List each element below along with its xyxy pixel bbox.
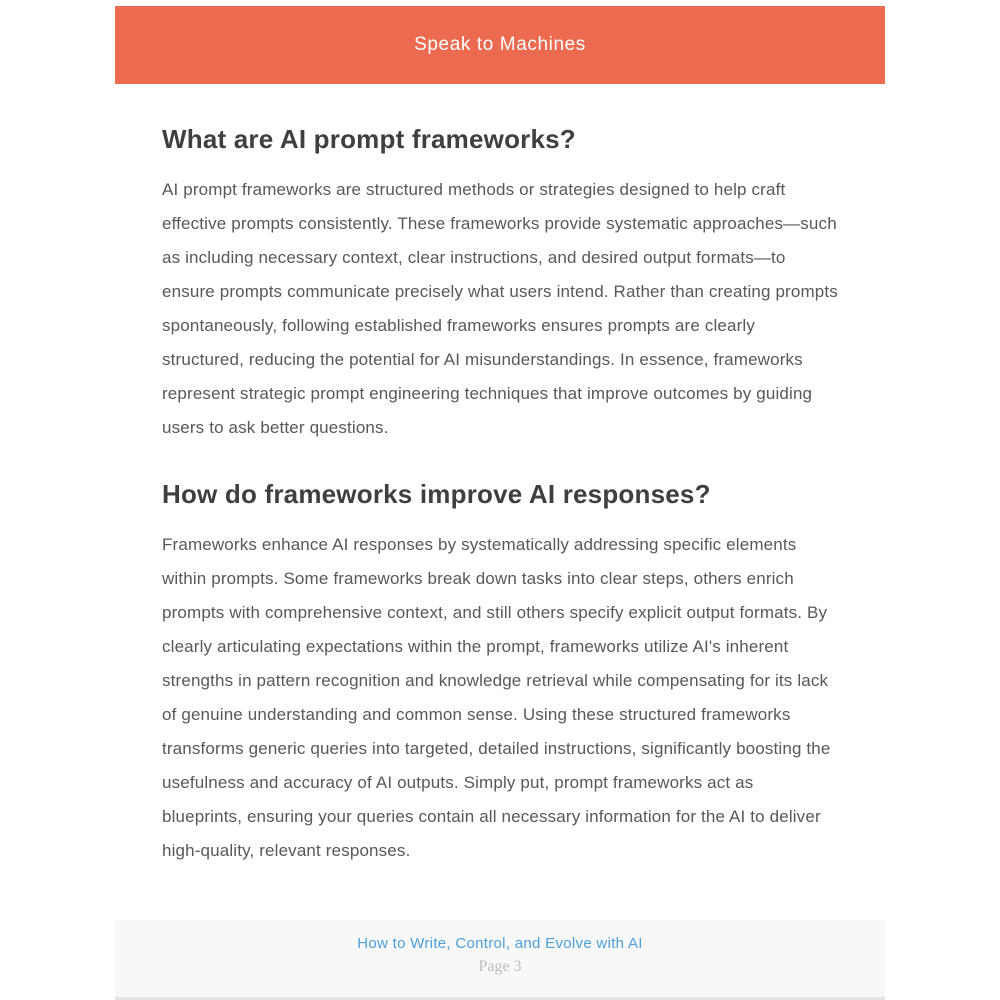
page-content <box>115 84 885 920</box>
section-heading: How do frameworks improve AI responses? <box>162 479 711 509</box>
document-page <box>115 0 885 1000</box>
footer-book-title-link[interactable]: How to Write, Control, and Evolve with AI <box>357 935 643 952</box>
section-heading: What are AI prompt frameworks? <box>162 124 576 154</box>
section-paragraph: Frameworks enhance AI responses by systematically addressing specific elements within prompts. Some frameworks break down tasks into clear steps, others enrich prompts with comprehensive context, and still others specify explicit output formats. By clearly articulating expectations within the prompt, frameworks utilize AI's inherent strengths in pattern recognition and knowledge retrieval while compensating for its lack of genuine understanding and common sense. Using these structured frameworks transforms generic queries into targeted, detailed instructions, significantly boosting the usefulness and accuracy of AI outputs. Simply put, prompt frameworks act as blueprints, ensuring your queries contain all necessary information for the AI to deliver high-quality, relevant responses. <box>162 535 831 860</box>
footer-page-number: Page 3 <box>478 958 522 975</box>
section-what-are-frameworks <box>162 124 838 445</box>
section-how-frameworks-improve <box>162 479 838 868</box>
chapter-header-banner <box>115 6 885 84</box>
chapter-title: Speak to Machines <box>414 34 586 55</box>
section-paragraph: AI prompt frameworks are structured methods or strategies designed to help craft effective prompts consistently. These frameworks provide systematic approaches—such as including necessary context, clear instructions, and desired output formats—to ensure prompts communicate precisely what users intend. Rather than creating prompts spontaneously, following established frameworks ensures prompts are clearly structured, reducing the potential for AI misunderstandings. In essence, frameworks represent strategic prompt engineering techniques that improve outcomes by guiding users to ask better questions. <box>162 180 838 437</box>
page-footer <box>115 920 885 1000</box>
